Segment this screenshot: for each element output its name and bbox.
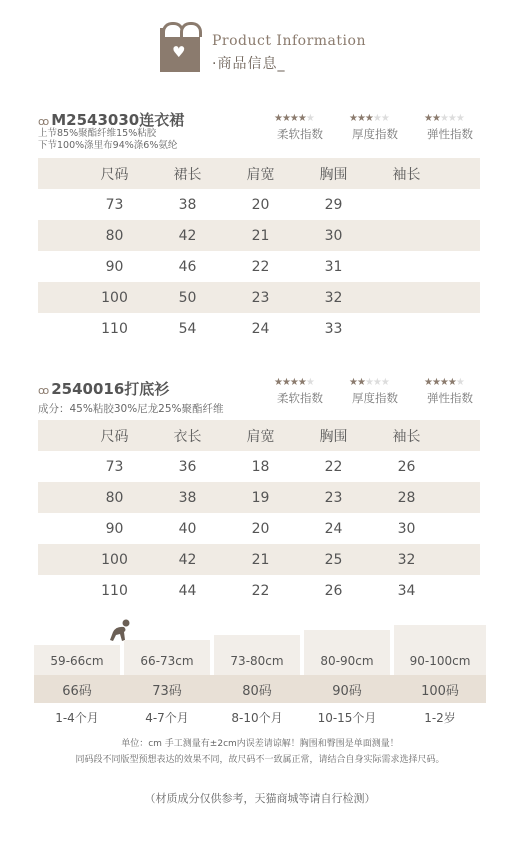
table-cell: 31 [324, 258, 343, 275]
height-range: 90-100cm [409, 654, 471, 668]
table-cell: 42 [178, 551, 197, 568]
table-row [38, 220, 480, 251]
table-cell: 19 [251, 489, 270, 506]
column-header: 尺码 [100, 166, 129, 183]
size-step [304, 630, 390, 675]
table-row [38, 544, 480, 575]
product2-title-text: 2540016打底衫 [51, 380, 170, 398]
product2-index-softness: ★★★★★ 柔软指数 [268, 378, 332, 406]
table-cell: 46 [178, 258, 197, 275]
table-header-row [38, 420, 480, 451]
height-range: 80-90cm [320, 654, 374, 668]
table-cell: 32 [324, 289, 343, 306]
table-cell: 30 [397, 520, 416, 537]
table-cell: 38 [178, 489, 197, 506]
table-cell: 80 [105, 227, 124, 244]
product1-index-thickness: ★★★★★ 厚度指数 [343, 114, 407, 142]
material-line: 下节100%涤里布94%涤6%氨纶 [38, 140, 178, 151]
product-marker-icon: ꝏ [38, 384, 50, 397]
age-range: 4-7个月 [145, 711, 189, 725]
column-header: 裙长 [173, 166, 202, 183]
product2-index-elasticity: ★★★★★ 弹性指数 [418, 378, 482, 406]
age-range: 8-10个月 [231, 711, 283, 725]
table-cell: 29 [324, 196, 343, 213]
rating-stars: ★★★★★ [349, 377, 389, 388]
size-note: 同码段不同版型预想表达的效果不同，故尺码不一致属正常，请结合自身实际需求选择尺码。 [75, 755, 445, 765]
material-line: 成分：45%粘胶30%尼龙25%聚酯纤维 [38, 403, 224, 415]
table-row [38, 189, 480, 220]
table-cell: 26 [324, 582, 343, 599]
table-cell: 110 [101, 320, 128, 337]
size-code: 100码 [421, 684, 459, 699]
size-code: 90码 [332, 684, 362, 699]
table-cell: 20 [251, 196, 270, 213]
brand-logo [160, 28, 200, 72]
table-cell: 21 [251, 551, 270, 568]
material-line: 上节85%聚酯纤维15%粘胶 [38, 128, 157, 139]
table-row [38, 482, 480, 513]
table-cell: 38 [178, 196, 197, 213]
table-cell: 73 [105, 458, 124, 475]
measurement-note: 单位：cm 手工测量有±2cm内误差请谅解！胸围和臀围是单面测量！ [121, 739, 399, 749]
table-cell: 22 [324, 458, 343, 475]
product2-size-table [38, 420, 480, 606]
height-range: 73-80cm [230, 654, 284, 668]
column-header: 衣长 [173, 428, 202, 445]
table-cell: 26 [397, 458, 416, 475]
rating-stars: ★★★★★ [424, 377, 464, 388]
table-cell: 100 [101, 289, 128, 306]
table-row [38, 313, 480, 344]
rating-stars: ★★★★★ [424, 113, 464, 124]
age-range: 1-2岁 [424, 711, 456, 725]
table-cell: 40 [178, 520, 197, 537]
column-header: 袖长 [392, 428, 421, 445]
table-cell: 23 [324, 489, 343, 506]
rating-stars: ★★★★★ [349, 113, 389, 124]
product2-title [38, 378, 169, 399]
table-cell: 20 [251, 520, 270, 537]
table-cell: 34 [397, 582, 416, 599]
table-cell: 33 [324, 320, 343, 337]
product1-title [38, 109, 184, 130]
table-cell: 22 [251, 258, 270, 275]
size-code: 66码 [62, 684, 92, 699]
rating-stars: ★★★★★ [274, 377, 314, 388]
table-cell: 80 [105, 489, 124, 506]
heart-icon: ♥ [172, 43, 186, 61]
table-cell: 18 [251, 458, 270, 475]
table-cell: 21 [251, 227, 270, 244]
table-row [38, 575, 480, 606]
product1-size-table [38, 158, 480, 344]
table-cell: 22 [251, 582, 270, 599]
table-cell: 50 [178, 289, 197, 306]
product2-material [38, 403, 224, 415]
rating-stars: ★★★★★ [274, 113, 314, 124]
size-code: 80码 [242, 684, 272, 699]
column-header: 肩宽 [246, 166, 275, 183]
column-header: 胸围 [319, 428, 348, 445]
product1-material [38, 128, 177, 152]
table-cell: 100 [101, 551, 128, 568]
age-range: 1-4个月 [55, 711, 99, 725]
age-range: 10-15个月 [317, 711, 377, 725]
table-cell: 24 [324, 520, 343, 537]
height-range: 66-73cm [140, 654, 194, 668]
header-title-cn: ·商品信息_ [212, 56, 286, 72]
table-cell: 24 [251, 320, 270, 337]
table-cell: 36 [178, 458, 197, 475]
table-cell: 54 [178, 320, 197, 337]
product2-index-thickness: ★★★★★ 厚度指数 [343, 378, 407, 406]
column-header: 袖长 [392, 166, 421, 183]
column-header: 肩宽 [246, 428, 275, 445]
size-code: 73码 [152, 684, 182, 699]
product1-index-elasticity: ★★★★★ 弹性指数 [418, 114, 482, 142]
table-cell: 42 [178, 227, 197, 244]
height-range: 59-66cm [50, 654, 104, 668]
table-cell: 32 [397, 551, 416, 568]
table-cell: 44 [178, 582, 197, 599]
table-cell: 110 [101, 582, 128, 599]
column-header: 尺码 [100, 428, 129, 445]
product1-title-text: M2543030连衣裙 [51, 111, 185, 129]
table-cell: 90 [105, 520, 124, 537]
header-title-en: Product Information [212, 33, 366, 49]
footer-disclaimer: （材质成分仅供参考，天猫商城等请自行检测） [144, 792, 376, 805]
table-cell: 25 [324, 551, 343, 568]
table-row [38, 451, 480, 482]
column-header: 胸围 [319, 166, 348, 183]
table-cell: 23 [251, 289, 270, 306]
table-row [38, 282, 480, 313]
product-marker-icon: ꝏ [38, 115, 50, 128]
product1-index-softness: ★★★★★ 柔软指数 [268, 114, 332, 142]
table-cell: 30 [324, 227, 343, 244]
table-header-row [38, 158, 480, 189]
table-row [38, 513, 480, 544]
table-row [38, 251, 480, 282]
table-cell: 73 [105, 196, 124, 213]
table-cell: 90 [105, 258, 124, 275]
table-cell: 28 [397, 489, 416, 506]
